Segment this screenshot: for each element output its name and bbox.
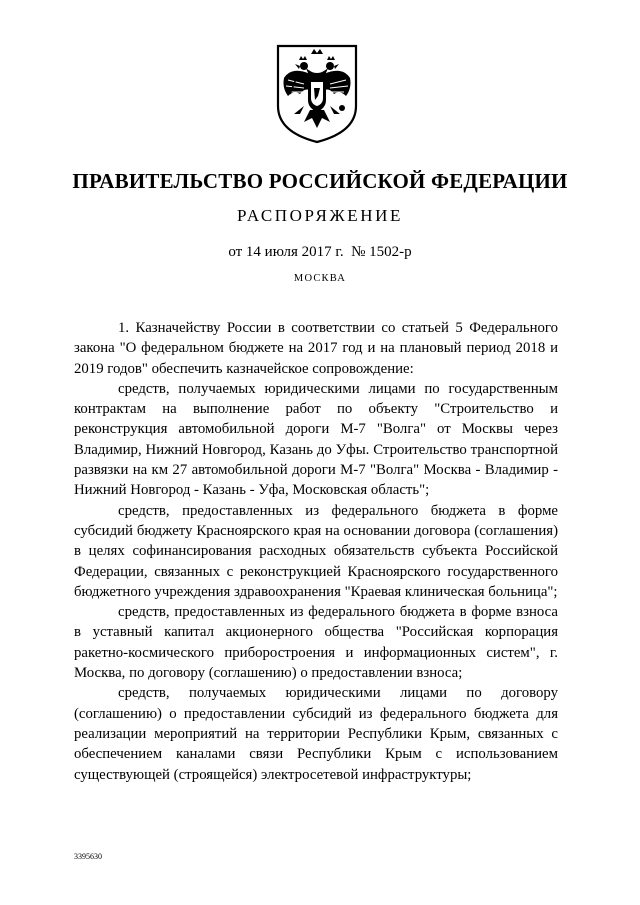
document-city: МОСКВА [293, 273, 347, 284]
russian-coat-of-arms-icon [274, 44, 360, 144]
document-type: РАСПОРЯЖЕНИЕ [236, 206, 404, 225]
paragraph: средств, предоставленных из федерального бюджета в форме взноса в уставный капитал акционерного общества "Российская корпорация ракетно-космического приборостроения и информационных систем", г. Москва, по договору (соглашению) о предоставлении взноса; [74, 604, 558, 682]
document-date-line [0, 244, 640, 261]
document-body [74, 318, 558, 785]
document-code: 3395630 [74, 852, 102, 861]
paragraph: средств, получаемых юридическими лицами по государственным контрактам на выполнение работ по объекту "Строительство и реконструкция автомобильной дороги М-7 "Волга" от Москвы через Владимир, Нижний Новгород, Казань до Уфы. Строительство транспортной развязки на км 27 автомобильной дороги М-7 "Волга" Москва - Владимир - Нижний Новгород - Казань - Уфа, Московская область"; [74, 380, 558, 499]
paragraph: средств, предоставленных из федерального бюджета в форме субсидий бюджету Красноярского края на основании договора (соглашения) в целях софинансирования расходных обязательств субъекта Российской Федерации, связанных с реконструкцией Красноярского государственного бюджетного учреждения здравоохранения "Краевая клиническая больница"; [74, 502, 558, 600]
paragraph: 1. Казначейству России в соответствии со статьей 5 Федерального закона "О федеральном бюджете на 2017 год и на плановый период 2018 и 2019 годов" обеспечить казначейское сопровождение: [74, 320, 558, 377]
document-date: от 14 июля 2017 г. [228, 244, 344, 260]
government-title: ПРАВИТЕЛЬСТВО РОССИЙСКОЙ ФЕДЕРАЦИИ [72, 169, 568, 193]
paragraph: средств, получаемых юридическими лицами по договору (соглашению) о предоставлении субсидий из федерального бюджета для реализации мероприятий на территории Республики Крым, связанных с обеспечением каналами связи Республики Крым с использованием существующей (строящейся) электросетевой инфраструктуры; [74, 685, 558, 783]
document-number: № 1502-р [351, 244, 412, 260]
